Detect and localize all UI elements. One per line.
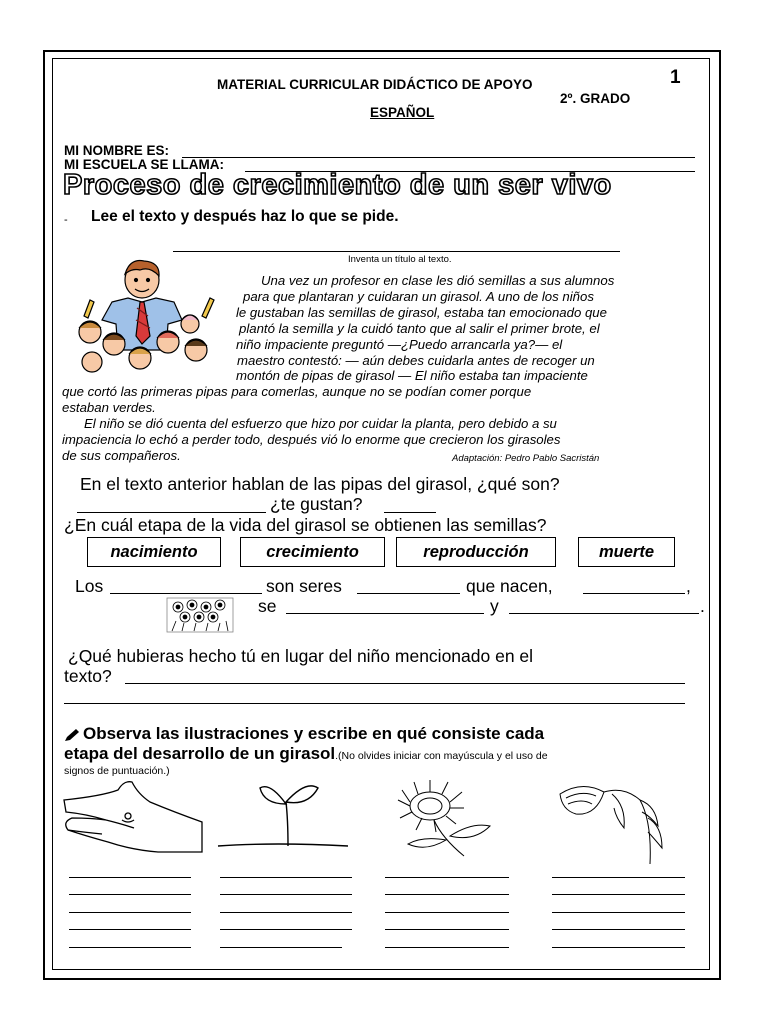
worksheet-title: MATERIAL CURRICULAR DIDÁCTICO DE APOYO: [217, 77, 533, 92]
question-2-text: ¿En cuál etapa de la vida del girasol se obtienen las semillas?: [64, 515, 547, 535]
observe-instruction-bold: etapa del desarrollo de un girasol: [64, 744, 336, 763]
answer-line[interactable]: [385, 929, 509, 930]
answer-line[interactable]: [69, 894, 191, 895]
option-label: crecimiento: [266, 542, 359, 561]
fill-blank-3[interactable]: [583, 593, 685, 594]
grade-label: 2º. GRADO: [560, 91, 631, 106]
story-line: impaciencia lo echó a perder todo, después vió lo enorme que crecieron los girasoles: [62, 432, 561, 448]
school-label: MI ESCUELA SE LLAMA:: [64, 157, 224, 172]
fill-comma: ,: [686, 576, 691, 596]
answer-line[interactable]: [69, 929, 191, 930]
instruction-bullet: -: [64, 214, 68, 226]
answer-line[interactable]: [220, 912, 352, 913]
story-line: montón de pipas de girasol — El niño estaba tan impaciente: [236, 368, 588, 384]
question-3-answer-field-2[interactable]: [64, 703, 685, 704]
fill-los-label: Los: [75, 576, 104, 596]
option-muerte[interactable]: [578, 537, 675, 567]
story-title-field[interactable]: [173, 251, 620, 252]
answer-line[interactable]: [552, 947, 685, 948]
answer-line[interactable]: [220, 929, 352, 930]
option-label: reproducción: [423, 542, 529, 561]
question-1-followup: ¿te gustan?: [270, 494, 363, 514]
page-number: 1: [670, 67, 681, 88]
question-3-answer-field[interactable]: [125, 683, 685, 684]
fill-nacen-label: que nacen,: [466, 576, 553, 596]
option-crecimiento[interactable]: [240, 537, 385, 567]
question-3-text-cont: texto?: [64, 666, 112, 686]
title-prompt: Inventa un título al texto.: [348, 254, 452, 265]
subject-label: ESPAÑOL: [370, 105, 435, 120]
story-text: [62, 273, 614, 464]
story-line: estaban verdes.: [62, 400, 156, 416]
story-line: que cortó las primeras pipas para comerlas, aunque no se podían comer porque: [62, 384, 532, 400]
answer-line[interactable]: [385, 894, 509, 895]
hand-seed-illustration: [62, 778, 208, 856]
option-label: muerte: [598, 542, 655, 561]
answer-line[interactable]: [69, 947, 191, 948]
story-line: plantó la semilla y la cuidó tanto que al salir el primer brote, el: [239, 320, 600, 336]
question-3-text: ¿Qué hubieras hecho tú en lugar del niño mencionado en el: [68, 646, 534, 666]
answer-line[interactable]: [69, 912, 191, 913]
name-field[interactable]: [182, 157, 695, 158]
answer-line[interactable]: [552, 894, 685, 895]
answer-line[interactable]: [552, 877, 685, 878]
sunflowers-field-illustration: [166, 597, 234, 633]
answer-line[interactable]: [220, 947, 342, 948]
answer-line[interactable]: [385, 877, 509, 878]
wilted-sunflower-illustration: [552, 778, 686, 868]
fill-blank-5[interactable]: [509, 613, 699, 614]
fill-se-label: se: [258, 596, 277, 616]
main-title: Proceso de crecimiento de un ser vivo: [63, 169, 612, 201]
observe-instruction-line2: [64, 744, 548, 764]
answer-line[interactable]: [385, 947, 509, 948]
option-label: nacimiento: [110, 542, 198, 561]
option-nacimiento[interactable]: [87, 537, 221, 567]
pencil-icon: [64, 728, 80, 742]
story-line: Una vez un profesor en clase les dió semillas a sus alumnos: [261, 273, 615, 288]
question-1-text: En el texto anterior hablan de las pipas del girasol, ¿qué son?: [80, 474, 560, 494]
answer-line[interactable]: [220, 894, 352, 895]
option-reproduccion[interactable]: [396, 537, 556, 567]
observe-note: .(No olvides iniciar con mayúscula y el uso de: [335, 750, 548, 762]
sprout-illustration: [214, 780, 352, 852]
story-line: maestro contestó: — aún debes cuidarla antes de recoger un: [237, 352, 595, 368]
story-line: para que plantaran y cuidaran un girasol. A uno de los niños: [243, 288, 594, 304]
fill-blank-1[interactable]: [110, 593, 262, 594]
observe-note-2: signos de puntuación.): [64, 765, 170, 777]
story-line: de sus compañeros.: [62, 447, 181, 463]
fill-blank-4[interactable]: [286, 613, 484, 614]
question-1-followup-field[interactable]: [384, 512, 436, 513]
story-credit: Adaptación: Pedro Pablo Sacristán: [452, 453, 600, 464]
answer-line[interactable]: [552, 929, 685, 930]
story-line: le gustaban las semillas de girasol, estaba tan emocionado que: [236, 304, 607, 320]
answer-line[interactable]: [69, 877, 191, 878]
instruction-text: Lee el texto y después haz lo que se pide.: [91, 208, 399, 225]
answer-line[interactable]: [220, 877, 352, 878]
story-line: niño impaciente preguntó —¿Puedo arrancarla ya?— el: [236, 336, 563, 352]
sunflower-bloom-illustration: [372, 778, 516, 862]
fill-period: .: [700, 596, 705, 616]
answer-line[interactable]: [385, 912, 509, 913]
fill-blank-2[interactable]: [357, 593, 460, 594]
observe-instruction: Observa las ilustraciones y escribe en qué consiste cada: [83, 724, 545, 743]
fill-son-label: son seres: [266, 576, 342, 596]
story-line: El niño se dió cuenta del esfuerzo que hizo por cuidar la planta, pero debido a su: [84, 416, 557, 432]
name-label: MI NOMBRE ES:: [64, 143, 170, 158]
fill-y-label: y: [490, 596, 499, 616]
question-1-answer-field[interactable]: [77, 512, 266, 513]
answer-line[interactable]: [552, 912, 685, 913]
